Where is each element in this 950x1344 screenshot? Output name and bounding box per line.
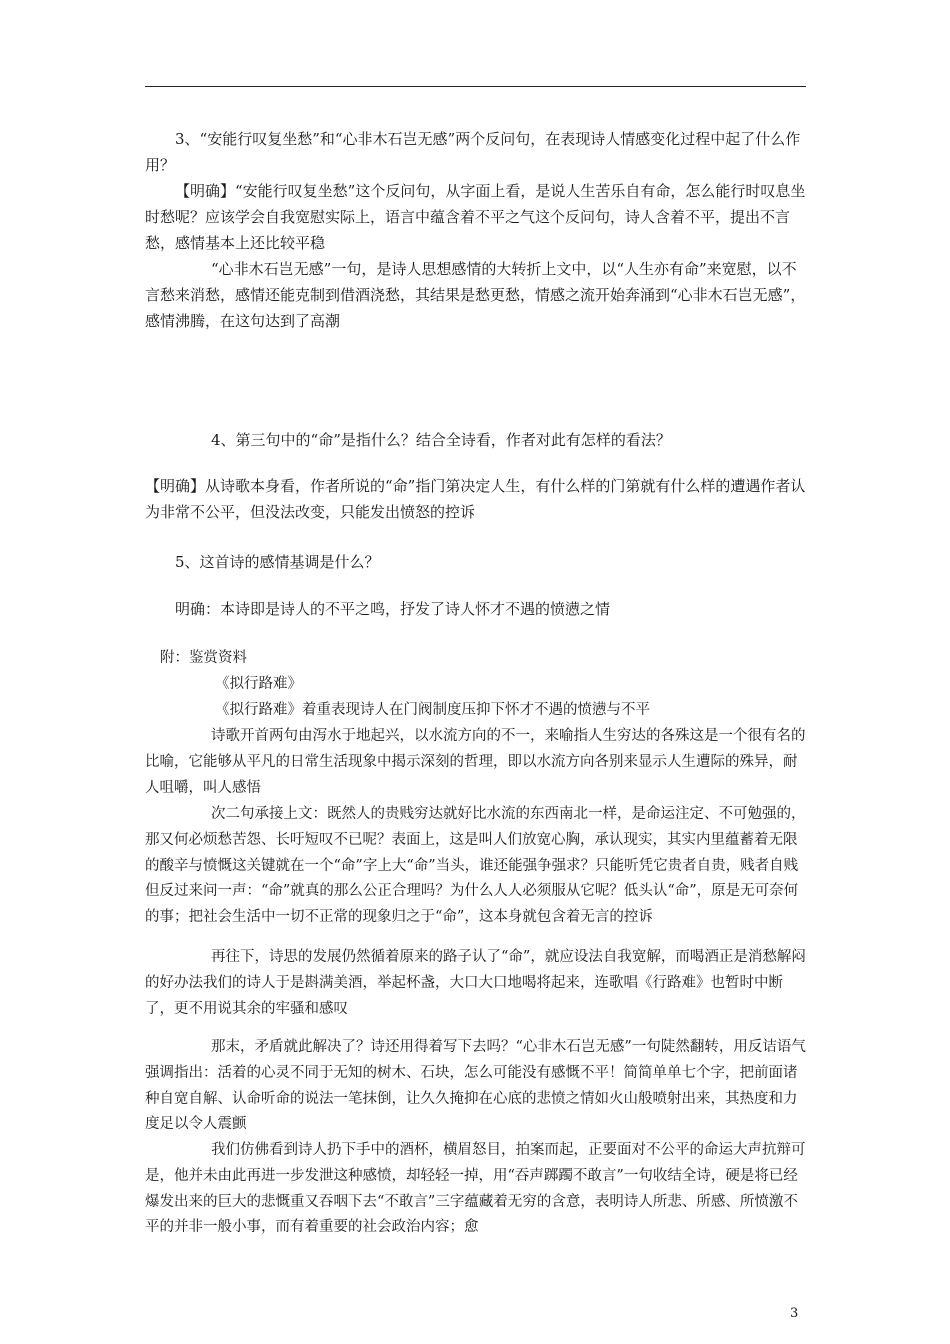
appendix-heading: 附：鉴赏资料 — [160, 650, 247, 666]
appendix-para-4: 再往下，诗思的发展仍然循着原来的路子认了“命”，就应设法自我宽解，而喝酒正是消愁解闷的好办法我们的诗人于是斟满美酒，举起杯盏，大口大口地喝将起来，连歌唱《行路难》也暂时中断了，更不用说其余的牢骚和感叹 — [145, 949, 806, 1017]
question-4: 4、第三句中的“命”是指什么？结合全诗看，作者对此有怎样的看法？ — [211, 431, 671, 449]
appendix-title: 《拟行路难》 — [215, 676, 302, 692]
appendix-para-1: 《拟行路难》着重表现诗人在门阀制度压抑下怀才不遇的愤懑与不平 — [215, 702, 650, 718]
answer-3-part1: 【明确】“安能行叹复坐愁”这个反问句，从字面上看，是说人生苦乐自有命，怎么能行时叹息坐时愁呢？应该学会自我宽慰实际上，语言中蕴含着不平之气这个反问句，诗人含着不平，提出不言愁，感情基本上还比较平稳 — [145, 182, 806, 252]
question-5: 5、这首诗的感情基调是什么？ — [175, 553, 380, 571]
appendix-para-5: 那末，矛盾就此解决了？诗还用得着写下去吗？“心非木石岂无感”一句陡然翻转，用反诘语气强调指出：活着的心灵不同于无知的树木、石块，怎么可能没有感慨不平！简简单单七个字，把前面诸种自宽自解、认命听命的说法一笔抹倒，让久久掩抑在心底的悲愤之情如火山般喷射出来，其热度和力度足以令人震颤 — [145, 1039, 806, 1133]
appendix-para-2: 诗歌开首两句由泻水于地起兴，以水流方向的不一，来喻指人生穷达的各殊这是一个很有名的比喻，它能够从平凡的日常生活现象中揭示深刻的哲理，即以水流方向各别来显示人生遭际的殊异，耐人咀嚼，叫人感悟 — [145, 728, 806, 796]
header-rule — [145, 86, 806, 87]
appendix-para-3: 次二句承接上文：既然人的贵贱穷达就好比水流的东西南北一样，是命运注定、不可勉强的，那又何必烦愁苦怨、长吁短叹不已呢？表面上，这是叫人们放宽心胸，承认现实，其实内里蕴蓄着无限的酸辛与愤慨这关键就在一个“命”字上大“命”当头，谁还能强争强求？只能听凭它贵者自贵，贱者自贱但反过来问一声：“命”就真的那么公正合理吗？为什么人人必须服从它呢？低头认“命”，原是无可奈何的事；把社会生活中一切不正常的现象归之于“命”，这本身就包含着无言的控诉 — [145, 806, 806, 926]
answer-5: 明确：本诗即是诗人的不平之鸣，抒发了诗人怀才不遇的愤懑之情 — [175, 600, 611, 618]
answer-3-part2: “心非木石岂无感”一句，是诗人思想感情的大转折上文中，以“人生亦有命”来宽慰，以不言愁来消愁，感情还能克制到借酒浇愁，其结果是愁更愁，情感之流开始奔涌到“心非木石岂无感”，感情沸腾，在这句达到了高潮 — [145, 260, 806, 330]
appendix-para-6: 我们仿佛看到诗人扔下手中的酒杯，横眉怒目，拍案而起，正要面对不公平的命运大声抗辩可是，他并未由此再进一步发泄这种感愤，却轻轻一掉，用“吞声踯躅不敢言”一句收结全诗，硬是将已经爆发出来的巨大的悲慨重又吞咽下去“不敢言”三字蕴藏着无穷的含意，表明诗人所悲、所感、所愤激不平的并非一般小事，而有着重要的社会政治内容；愈 — [145, 1142, 806, 1236]
page-number: 3 — [790, 1306, 799, 1321]
question-3: 3、“安能行叹复坐愁”和“心非木石岂无感”两个反问句，在表现诗人情感变化过程中起了什么作用？ — [145, 130, 801, 174]
answer-4: 【明确】从诗歌本身看，作者所说的“命”指门第决定人生，有什么样的门第就有什么样的遭遇作者认为非常不公平，但没法改变，只能发出愤怒的控诉 — [145, 477, 806, 521]
